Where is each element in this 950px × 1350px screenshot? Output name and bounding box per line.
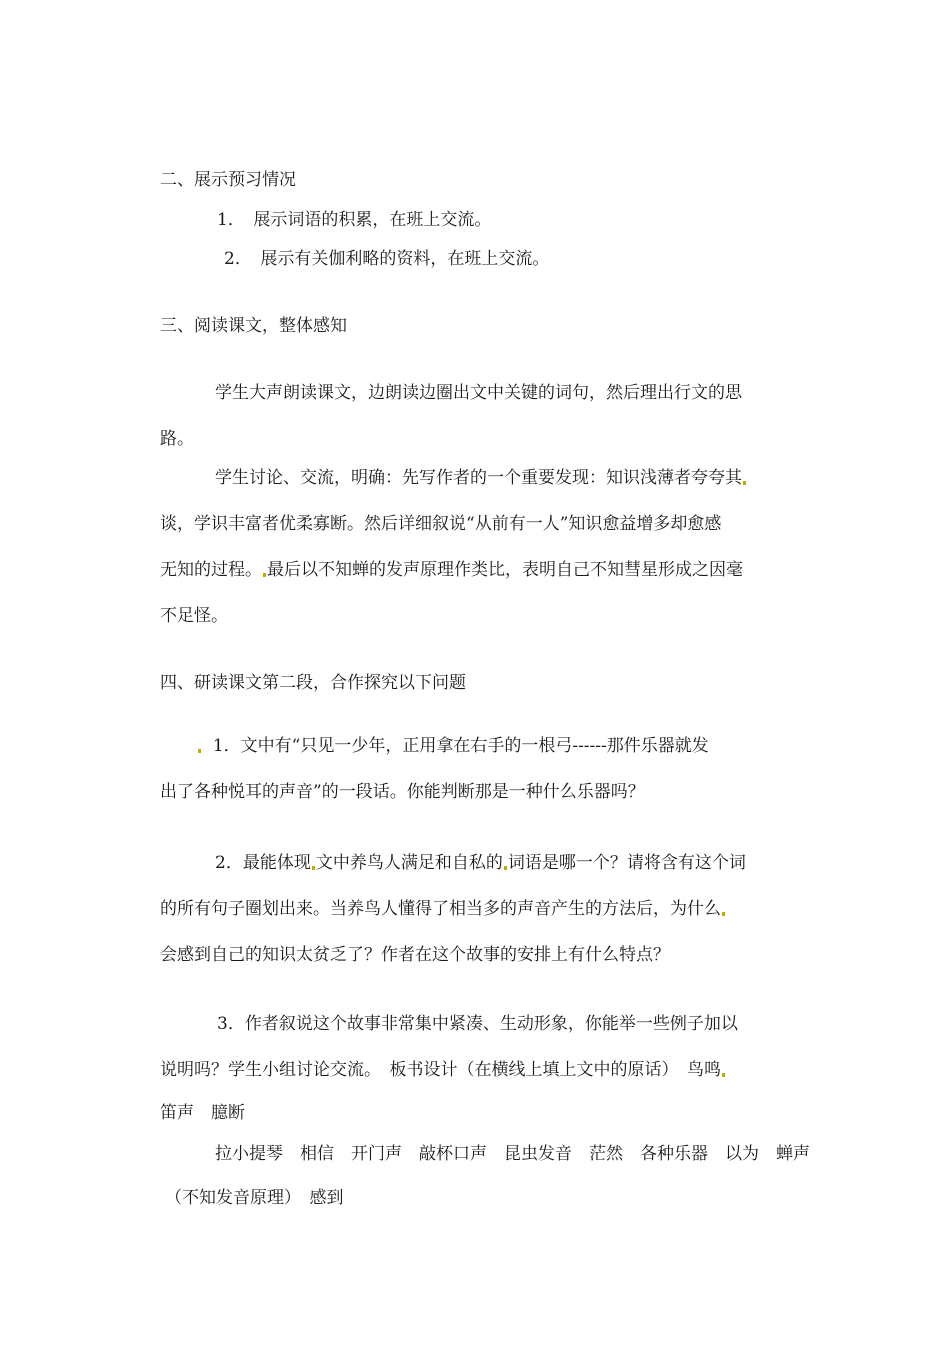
- board-design-line-1: 拉小提琴 相信 开门声 敲杯口声 昆虫发音 茫然 各种乐器 以为 蝉声: [215, 1144, 810, 1164]
- highlight-mark: [722, 1073, 725, 1077]
- question-2-line-2: [160, 901, 726, 918]
- highlight-mark: [722, 912, 725, 916]
- highlight-mark: [263, 573, 266, 577]
- section-4-heading: 四、研读课文第二段，合作探究以下问题: [160, 673, 466, 693]
- section-3-para-2-line-3: [160, 562, 743, 579]
- text-run: 2．最能体现: [215, 853, 311, 873]
- text-run: 无知的过程。: [160, 560, 262, 580]
- section-3-para-1-line-2: 路。: [160, 429, 194, 449]
- text-run: 学生讨论、交流，明确：先写作者的一个重要发现：知识浅薄者夸夸其: [215, 468, 742, 488]
- text-run: 1．文中有“只见一少年，正用拿在右手的一根弓------那件乐器就发: [212, 736, 709, 756]
- question-1-line-2: 出了各种悦耳的声音”的一段话。你能判断那是一种什么乐器吗？: [160, 782, 645, 802]
- highlight-mark: [312, 866, 315, 870]
- text-run: 词语是哪一个？请将含有这个词: [507, 853, 746, 873]
- section-3-para-2-line-4: 不足怪。: [160, 606, 228, 626]
- board-design-line-2: （不知发音原理） 感到: [165, 1188, 344, 1208]
- section-2-item-1: 1． 展示词语的积累，在班上交流。: [217, 210, 492, 230]
- question-2-line-1: [215, 855, 746, 872]
- question-3-line-2: [160, 1062, 726, 1079]
- section-3-para-2-line-2: 谈，学识丰富者优柔寡断。然后详细叙说“从前有一人”知识愈益增多却愈感: [160, 514, 722, 534]
- text-run: 文中养鸟人满足和自私的: [315, 853, 503, 873]
- question-2-line-3: 会感到自己的知识太贫乏了？作者在这个故事的安排上有什么特点？: [160, 945, 670, 965]
- section-2-heading: 二、展示预习情况: [160, 170, 296, 190]
- section-3-heading: 三、阅读课文，整体感知: [160, 316, 347, 336]
- question-3-line-3: 笛声 臆断: [160, 1103, 245, 1123]
- question-1-line-1: [197, 738, 709, 755]
- highlight-mark: [504, 866, 507, 870]
- text-run: 最后以不知蝉的发声原理作类比，表明自己不知彗星形成之因毫: [267, 560, 743, 580]
- section-3-para-2-line-1: [215, 470, 747, 487]
- text-run: 的所有句子圈划出来。当养鸟人懂得了相当多的声音产生的方法后，为什么: [160, 899, 721, 919]
- section-3-para-1-line-1: 学生大声朗读课文，边朗读边圈出文中关键的词句，然后理出行文的思: [215, 383, 742, 403]
- text-run: 说明吗？学生小组讨论交流。 板书设计（在横线上填上文中的原话） 鸟鸣: [160, 1060, 721, 1080]
- highlight-mark: [743, 481, 746, 485]
- highlight-mark: [198, 749, 201, 753]
- question-3-line-1: 3．作者叙说这个故事非常集中紧凑、生动形象，你能举一些例子加以: [217, 1014, 738, 1034]
- section-2-item-2: 2． 展示有关伽利略的资料，在班上交流。: [224, 249, 550, 269]
